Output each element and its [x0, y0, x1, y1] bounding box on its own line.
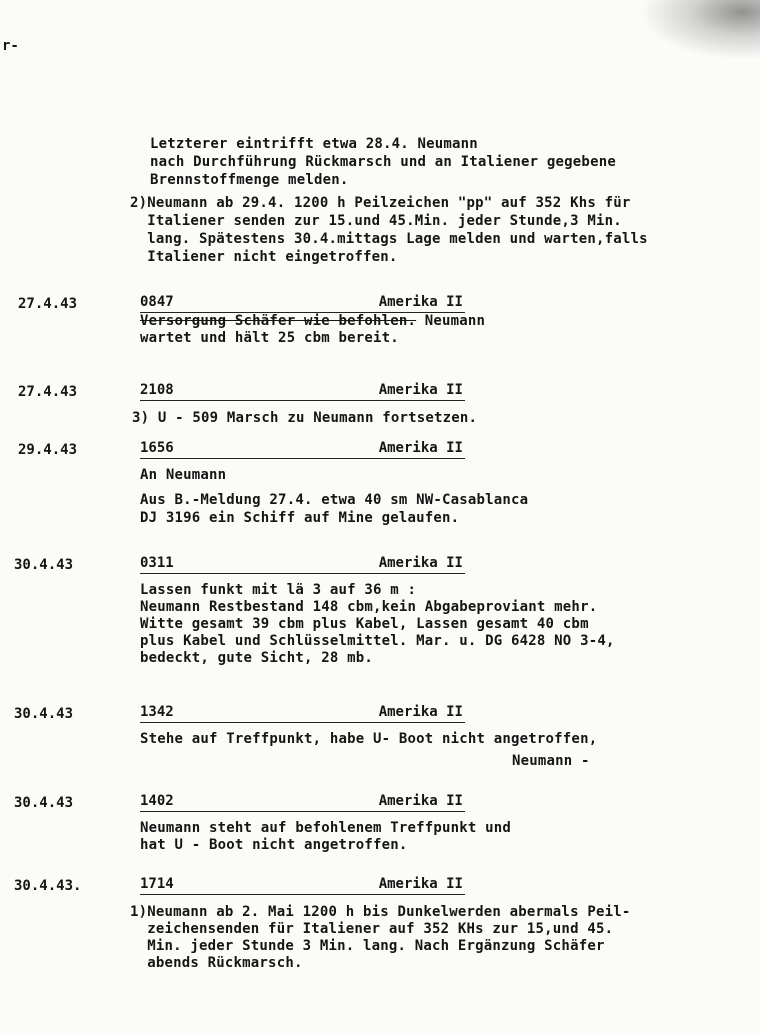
entry-text-line: plus Kabel und Schlüsselmittel. Mar. u. DG 6428 NO 3-4, [140, 633, 615, 649]
entry-source: Amerika II [378, 440, 463, 456]
entry-header [140, 440, 465, 459]
entry-time: 2108 [140, 382, 174, 398]
intro-line-3: Brennstoffmenge melden. [150, 172, 349, 188]
entry-source: Amerika II [378, 876, 463, 892]
entry-text-line: abends Rückmarsch. [130, 955, 303, 971]
entry-time: 0311 [140, 555, 174, 571]
entry-text-cont: Neumann [416, 313, 486, 329]
entry-text-line: Witte gesamt 39 cbm plus Kabel, Lassen gesamt 40 cbm [140, 616, 589, 632]
entry-text-line: wartet und hält 25 cbm bereit. [140, 330, 399, 346]
item2-line-3: lang. Spätestens 30.4.mittags Lage melden und warten,falls [130, 231, 648, 247]
entry-text-line: Neumann steht auf befohlenem Treffpunkt und [140, 820, 512, 836]
entry-text-line: DJ 3196 ein Schiff auf Mine gelaufen. [140, 510, 460, 526]
item2-line-4: Italiener nicht eingetroffen. [130, 249, 398, 265]
entry-header [140, 704, 465, 723]
entry-text-line: Min. jeder Stunde 3 Min. lang. Nach Ergänzung Schäfer [130, 938, 605, 954]
item2-line-2: Italiener senden zur 15.und 45.Min. jeder Stunde,3 Min. [130, 213, 622, 229]
entry-header [140, 793, 465, 812]
entry-source: Amerika II [378, 555, 463, 571]
entry-text-line: Stehe auf Treffpunkt, habe U- Boot nicht angetroffen, [140, 731, 598, 747]
entry-header [140, 294, 465, 313]
entry-date: 30.4.43 [14, 795, 74, 811]
intro-line-1: Letzterer eintrifft etwa 28.4. Neumann [150, 136, 478, 152]
entry-date: 27.4.43 [18, 384, 78, 400]
item2-line-1: 2)Neumann ab 29.4. 1200 h Peilzeichen "pp" auf 352 Khs für [130, 195, 631, 211]
entry-text-line: Neumann Restbestand 148 cbm,kein Abgabeproviant mehr. [140, 599, 598, 615]
entry-time: 1342 [140, 704, 174, 720]
entry-text-line: Aus B.-Meldung 27.4. etwa 40 sm NW-Casablanca [140, 492, 529, 508]
scan-smudge [640, 0, 760, 60]
entry-date: 27.4.43 [18, 296, 78, 312]
entry-header [140, 555, 465, 574]
signature: Neumann - [512, 753, 590, 769]
entry-text-line [140, 312, 485, 330]
entry-source: Amerika II [378, 294, 463, 310]
entry-header [140, 876, 465, 895]
entry-text-line: Lassen funkt mit lä 3 auf 36 m : [140, 582, 417, 598]
entry-text-line: zeichensenden für Italiener auf 352 KHs zur 15,und 45. [130, 921, 614, 937]
entry-source: Amerika II [378, 793, 463, 809]
entry-text-line: bedeckt, gute Sicht, 28 mb. [140, 650, 373, 666]
entry-text-line: 3) U - 509 Marsch zu Neumann fortsetzen. [132, 410, 478, 426]
entry-text-line: 1)Neumann ab 2. Mai 1200 h bis Dunkelwerden abermals Peil- [130, 904, 631, 920]
entry-time: 1656 [140, 440, 174, 456]
entry-time: 0847 [140, 294, 174, 310]
intro-line-2: nach Durchführung Rückmarsch und an Italiener gegebene [150, 154, 616, 170]
entry-date: 30.4.43 [14, 706, 74, 722]
entry-text-line: hat U - Boot nicht angetroffen. [140, 837, 408, 853]
entry-date: 30.4.43 [14, 557, 74, 573]
entry-date: 30.4.43. [14, 878, 82, 894]
entry-time: 1714 [140, 876, 174, 892]
entry-date: 29.4.43 [18, 442, 78, 458]
entry-source: Amerika II [378, 704, 463, 720]
struck-text: Versorgung Schäfer wie befohlen. [140, 313, 417, 329]
entry-time: 1402 [140, 793, 174, 809]
entry-source: Amerika II [378, 382, 463, 398]
entry-header [140, 382, 465, 401]
margin-mark: r- [2, 38, 19, 54]
entry-text-line: An Neumann [140, 467, 227, 483]
